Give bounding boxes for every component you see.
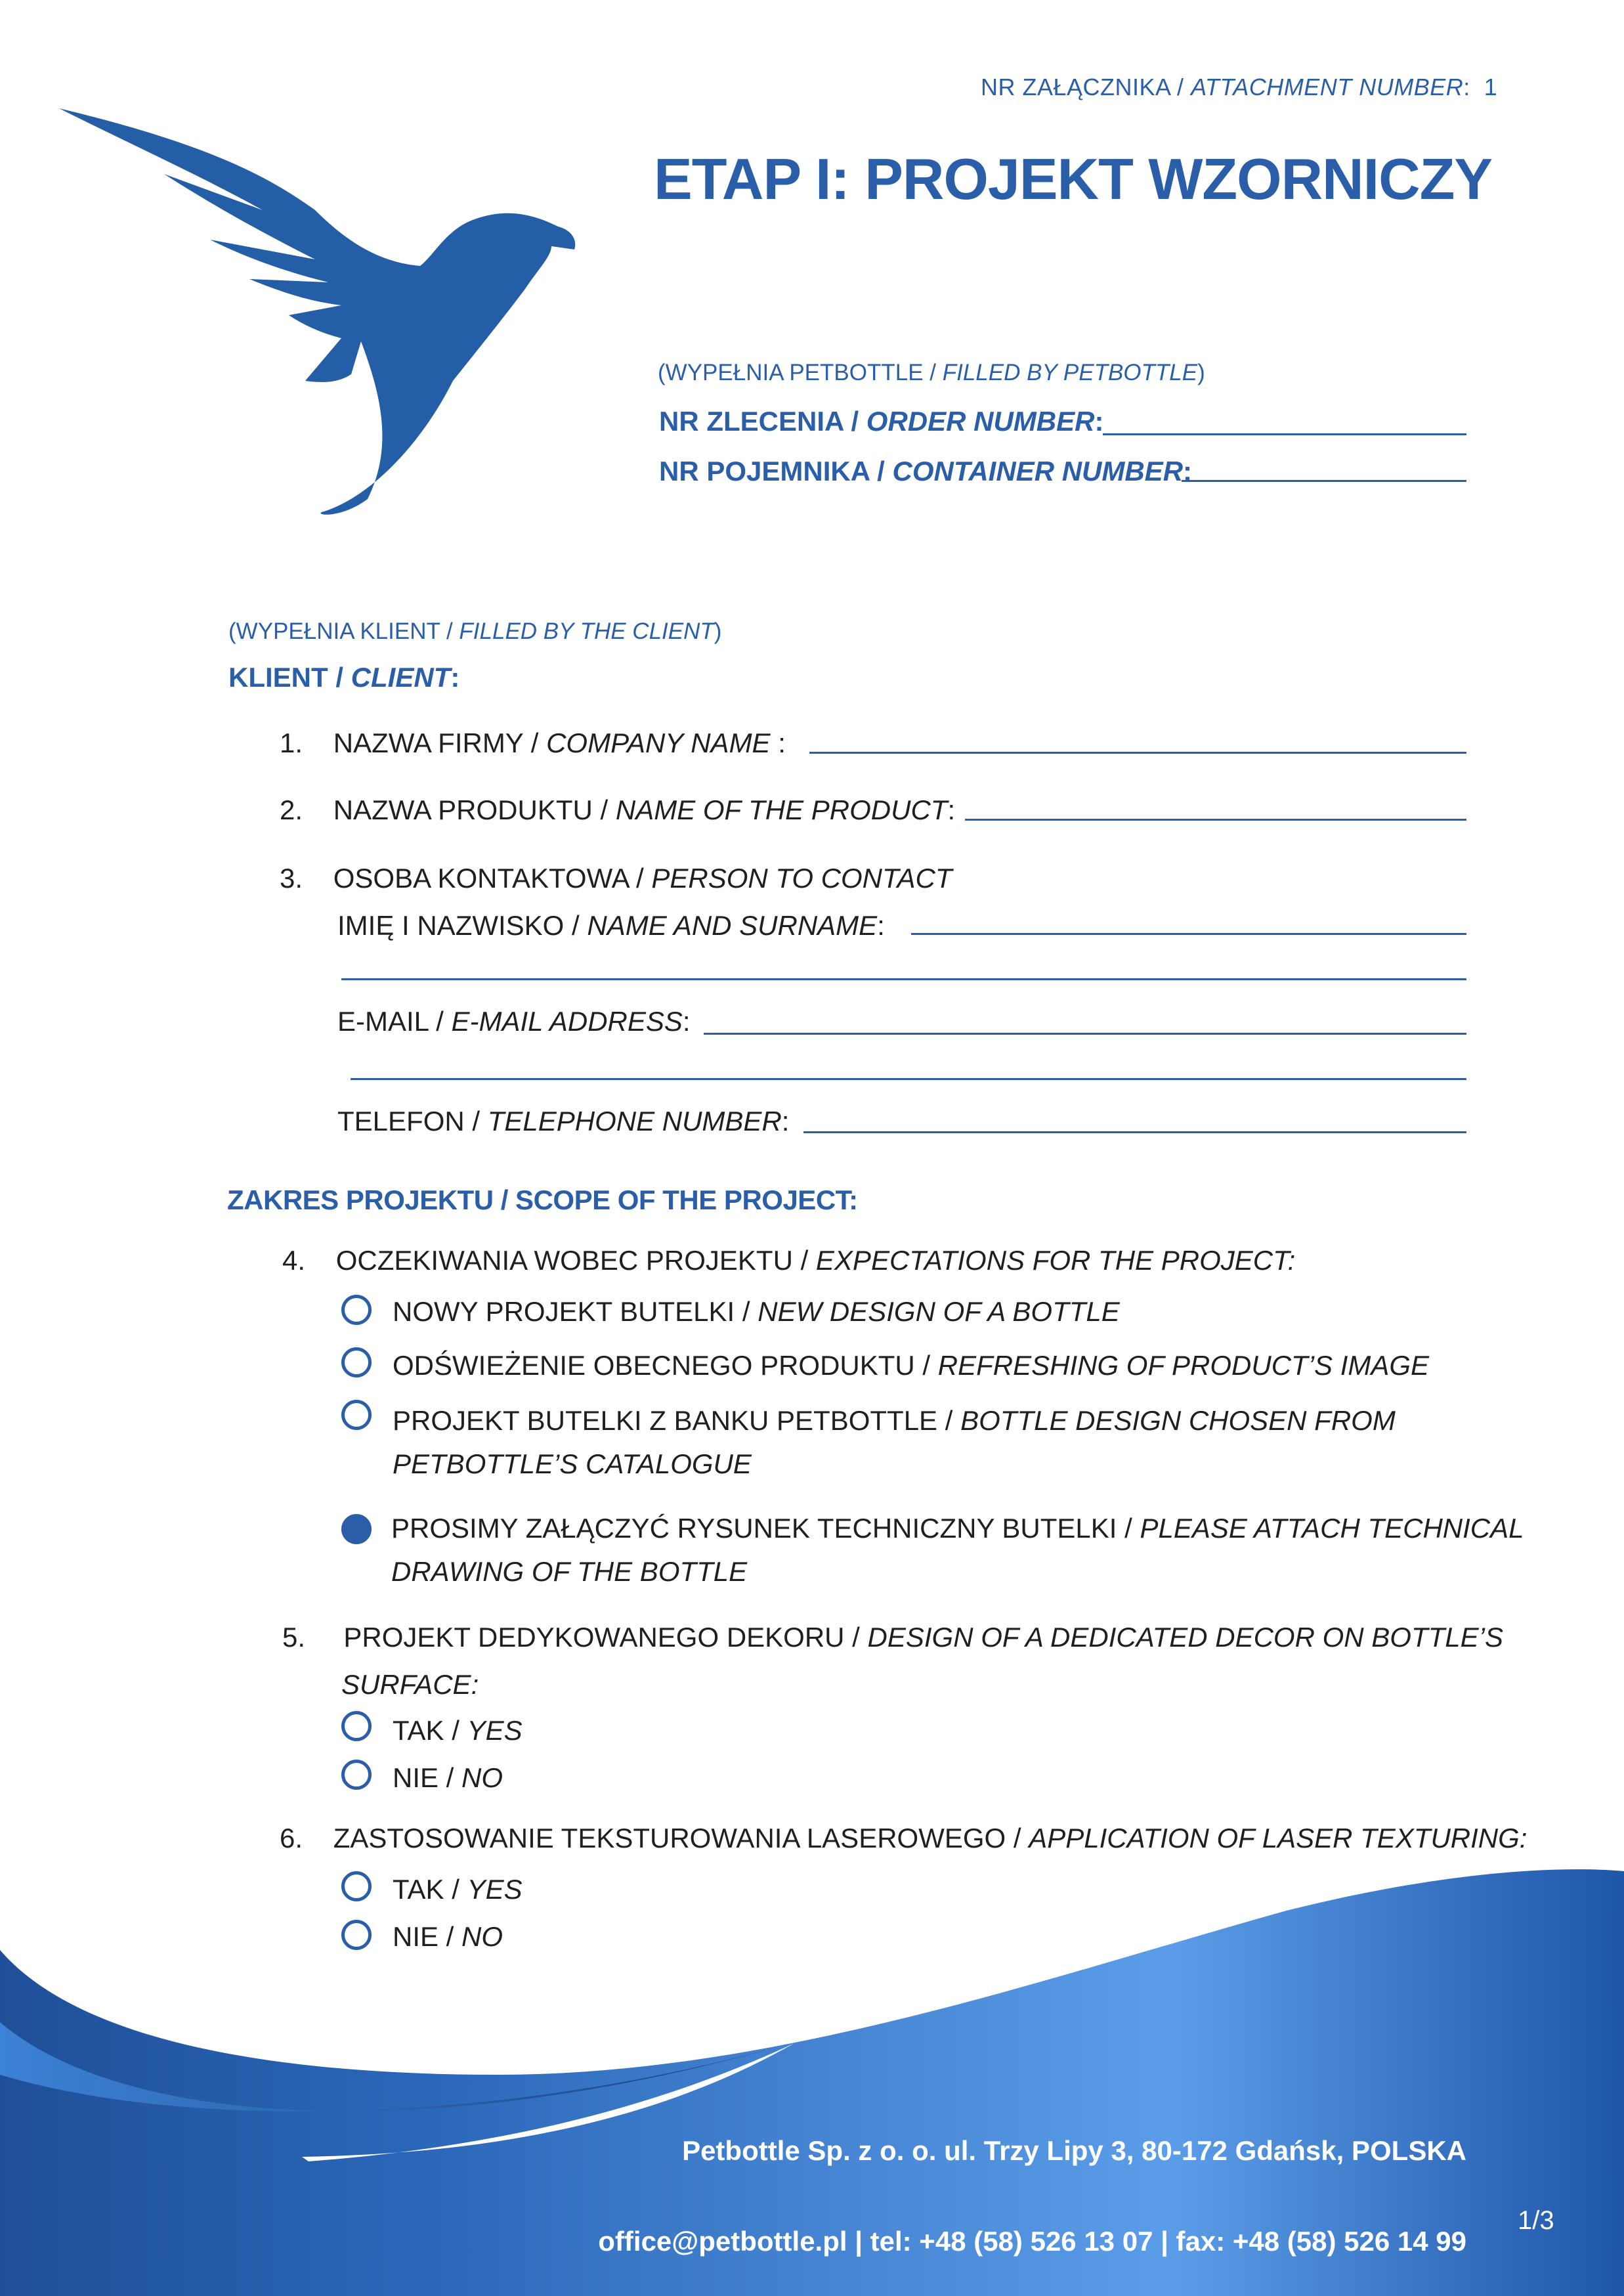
product-name-field[interactable] — [965, 819, 1466, 821]
container-number-label: NR POJEMNIKA / CONTAINER NUMBER: — [659, 456, 1193, 487]
telephone-label: TELEFON / TELEPHONE NUMBER: — [337, 1106, 790, 1137]
note-technical-drawing: PROSIMY ZAŁĄCZYĆ RYSUNEK TECHNICZNY BUTELKI / PLEASE ATTACH TECHNICAL — [391, 1513, 1524, 1544]
note-technical-drawing-line2: DRAWING OF THE BOTTLE — [391, 1556, 748, 1587]
eagle-logo-icon — [53, 105, 591, 525]
option-decor-no: NIE / NO — [393, 1762, 503, 1793]
attachment-number: NR ZAŁĄCZNIKA / ATTACHMENT NUMBER: 1 — [981, 74, 1498, 100]
company-name-field[interactable] — [809, 752, 1466, 754]
item-contact-person: 3. OSOBA KONTAKTOWA / PERSON TO CONTACT — [280, 863, 952, 894]
filled-by-client: (WYPEŁNIA KLIENT / FILLED BY THE CLIENT) — [228, 618, 722, 644]
order-number-field[interactable] — [1103, 433, 1466, 435]
radio-decor-yes[interactable] — [341, 1711, 372, 1741]
order-number-label: NR ZLECENIA / ORDER NUMBER: — [659, 406, 1104, 437]
page-number: 1/3 — [1518, 2206, 1554, 2235]
item-company-name: 1. NAZWA FIRMY / COMPANY NAME : — [280, 727, 786, 758]
name-surname-field[interactable] — [911, 933, 1466, 935]
option-catalogue: PROJEKT BUTELKI Z BANKU PETBOTTLE / BOTTLE DESIGN CHOSEN FROM — [393, 1405, 1396, 1436]
option-refreshing: ODŚWIEŻENIE OBECNEGO PRODUKTU / REFRESHING OF PRODUCT’S IMAGE — [393, 1350, 1430, 1381]
option-laser-no: NIE / NO — [393, 1921, 503, 1952]
item-product-name: 2. NAZWA PRODUKTU / NAME OF THE PRODUCT: — [280, 794, 956, 825]
option-catalogue-line2: PETBOTTLE’S CATALOGUE — [393, 1448, 752, 1479]
telephone-field[interactable] — [803, 1131, 1466, 1133]
name-surname-field-line2[interactable] — [341, 978, 1466, 980]
filled-by-petbottle: (WYPEŁNIA PETBOTTLE / FILLED BY PETBOTTLE) — [658, 360, 1205, 385]
footer-address: Petbottle Sp. z o. o. ul. Trzy Lipy 3, 80-172 Gdańsk, POLSKA — [682, 2135, 1466, 2166]
question-6: 6. ZASTOSOWANIE TEKSTUROWANIA LASEROWEGO / APPLICATION OF LASER TEXTURING: — [280, 1823, 1528, 1853]
name-surname-label: IMIĘ I NAZWISKO / NAME AND SURNAME: — [337, 910, 885, 941]
email-field[interactable] — [704, 1033, 1466, 1035]
option-new-design: NOWY PROJEKT BUTELKI / NEW DESIGN OF A BOTTLE — [393, 1296, 1120, 1327]
email-label: E-MAIL / E-MAIL ADDRESS: — [337, 1006, 691, 1037]
container-number-field[interactable] — [1182, 480, 1466, 482]
page-title: ETAP I: PROJEKT WZORNICZY — [654, 146, 1493, 211]
radio-catalogue[interactable] — [341, 1400, 372, 1430]
radio-decor-no[interactable] — [341, 1760, 372, 1790]
question-5: 5. PROJEKT DEDYKOWANEGO DEKORU / DESIGN OF A DEDICATED DECOR ON BOTTLE’S — [282, 1622, 1503, 1653]
radio-refreshing[interactable] — [341, 1347, 372, 1377]
option-decor-yes: TAK / YES — [393, 1715, 523, 1746]
client-heading: KLIENT / CLIENT: — [228, 662, 460, 693]
question-4: 4. OCZEKIWANIA WOBEC PROJEKTU / EXPECTATIONS FOR THE PROJECT: — [282, 1245, 1296, 1276]
scope-heading: ZAKRES PROJEKTU / SCOPE OF THE PROJECT: — [227, 1184, 858, 1215]
question-5-line2: SURFACE: — [341, 1669, 479, 1700]
radio-new-design[interactable] — [341, 1295, 372, 1325]
option-laser-yes: TAK / YES — [393, 1874, 523, 1905]
bullet-dot-icon — [341, 1514, 372, 1544]
footer-contact: office@petbottle.pl | tel: +48 (58) 526 13 07 | fax: +48 (58) 526 14 99 — [598, 2226, 1466, 2257]
email-field-line2[interactable] — [351, 1078, 1466, 1080]
